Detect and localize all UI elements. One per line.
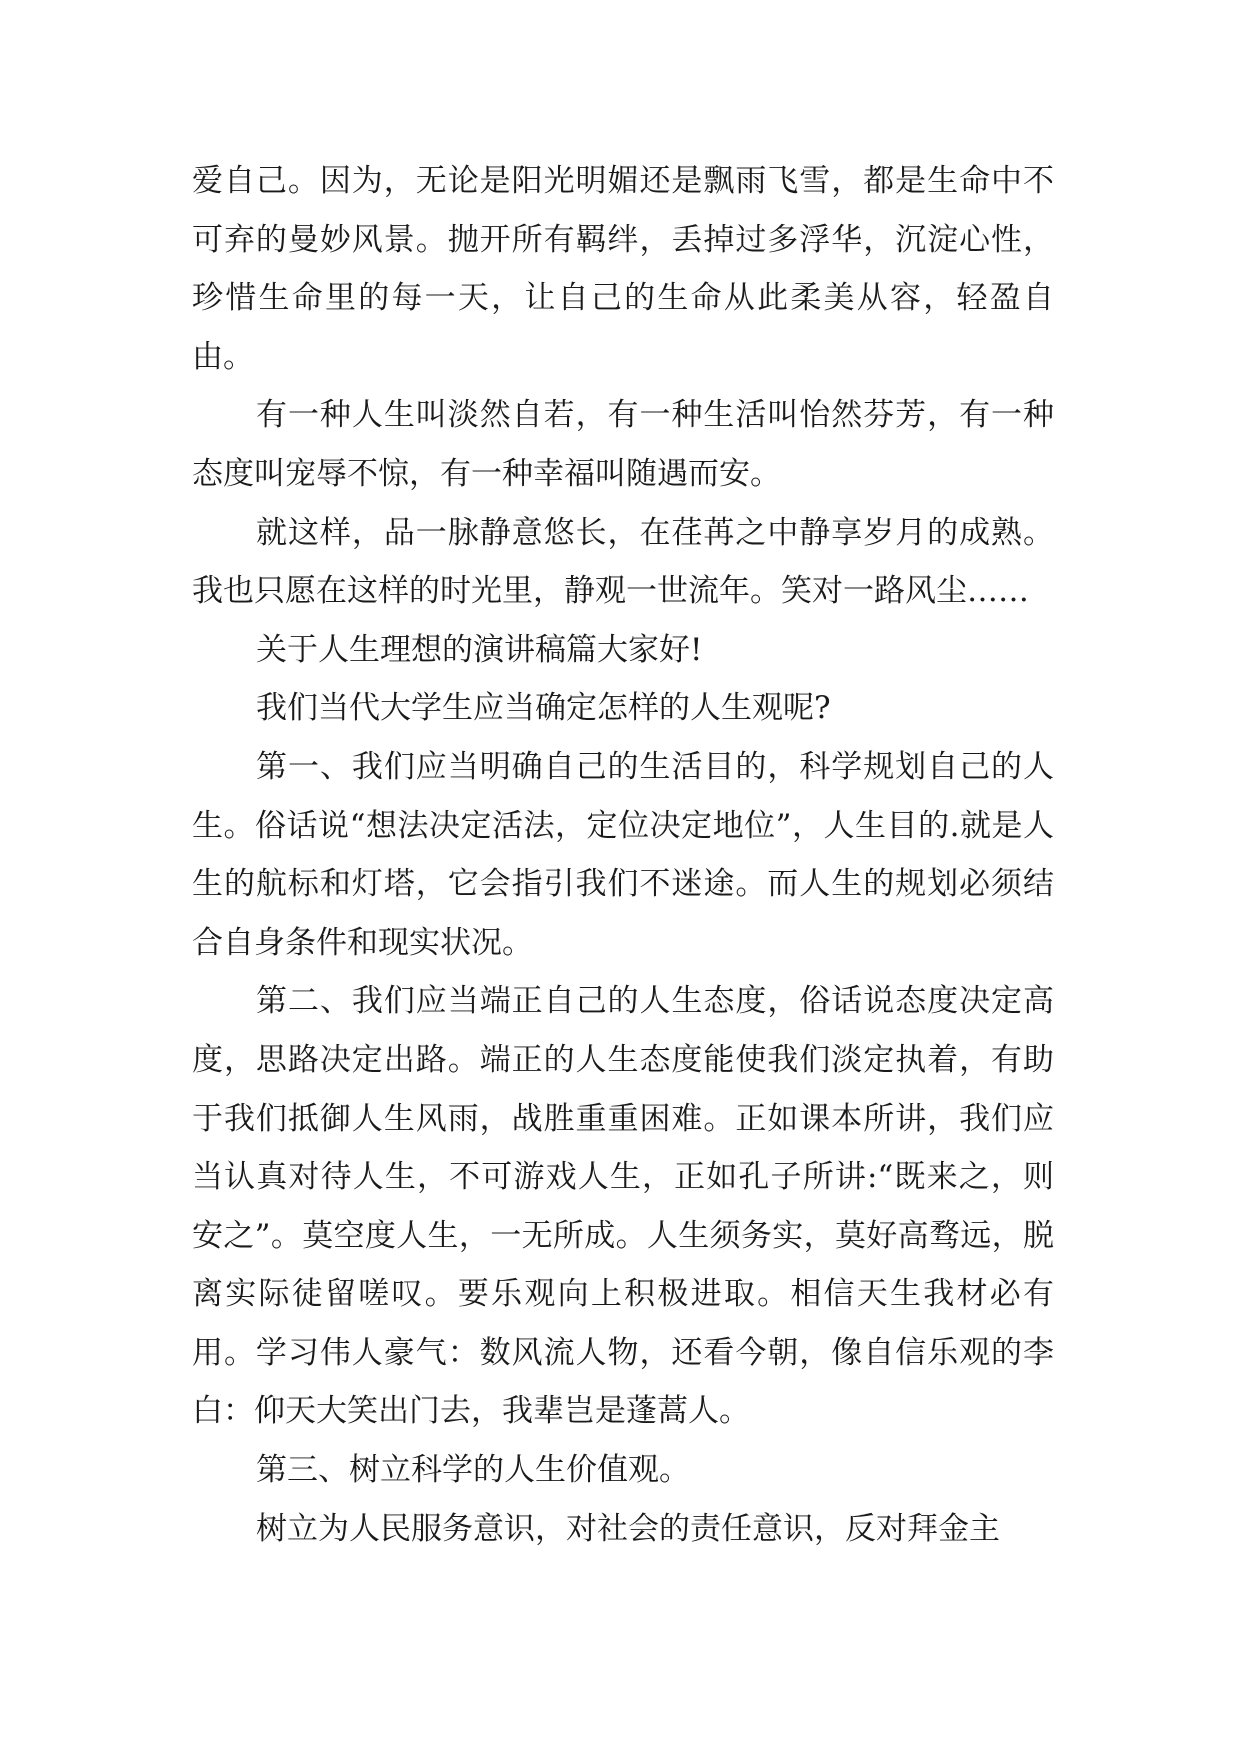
paragraph-9: 树立为人民服务意识，对社会的责任意识，反对拜金主 [256,1510,1000,1547]
paragraph-4: 关于人生理想的演讲稿篇大家好! [256,631,703,668]
paragraph-2: 有一种人生叫淡然自若，有一种生活叫怡然芬芳，有一种态度叫宠辱不惊，有一种幸福叫随遇而安。 [192,397,1054,492]
paragraph-6: 第一、我们应当明确自己的生活目的，科学规划自己的人生。俗话说“想法决定活法，定位决定地位”，人生目的.就是人生的航标和灯塔，它会指引我们不迷途。而人生的规划必须结合自身条件和现实状况。 [192,748,1054,961]
paragraph-5: 我们当代大学生应当确定怎样的人生观呢? [256,690,831,727]
document-body [192,152,1054,1558]
paragraph-8: 第三、树立科学的人生价值观。 [256,1452,690,1489]
paragraph-7: 第二、我们应当端正自己的人生态度，俗话说态度决定高度，思路决定出路。端正的人生态度能使我们淡定执着，有助于我们抵御人生风雨，战胜重重困难。正如课本所讲，我们应当认真对待人生，不可游戏人生，正如孔子所讲:“既来之，则安之”。莫空度人生，一无所成。人生须务实，莫好高骛远，脱离实际徒留嗟叹。要乐观向上积极进取。相信天生我材必有用。学习伟人豪气：数风流人物，还看今朝，像自信乐观的李白：仰天大笑出门去，我辈岂是蓬蒿人。 [192,983,1054,1430]
paragraph-3: 就这样，品一脉静意悠长，在荏苒之中静享岁月的成熟。我也只愿在这样的时光里，静观一世流年。笑对一路风尘…… [192,514,1054,610]
paragraph-1: 爱自己。因为，无论是阳光明媚还是飘雨飞雪，都是生命中不可弃的曼妙风景。抛开所有羁绊，丢掉过多浮华，沉淀心性，珍惜生命里的每一天，让自己的生命从此柔美从容，轻盈自由。 [192,163,1054,375]
